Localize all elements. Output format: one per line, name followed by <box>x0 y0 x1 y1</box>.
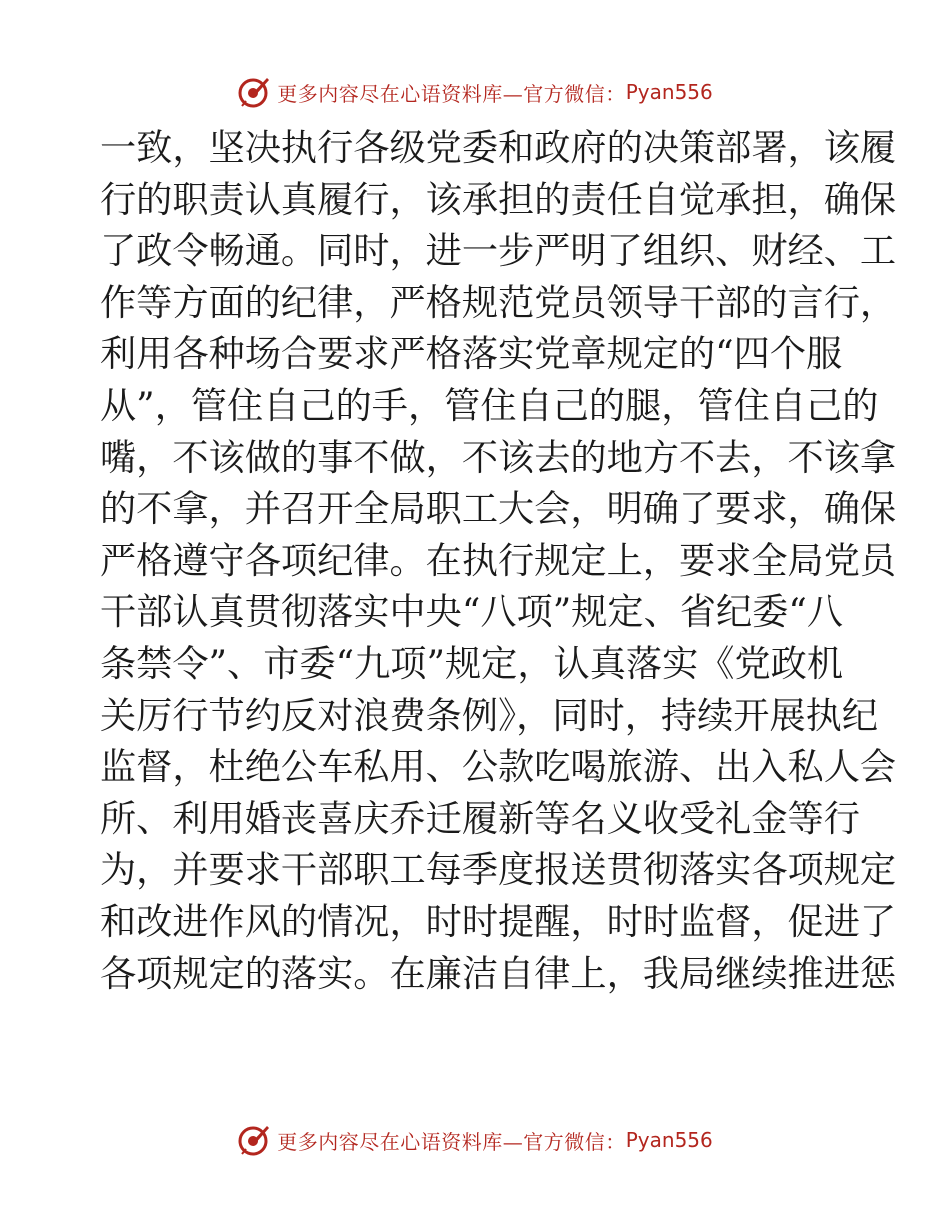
text-line: 条禁令”、市委“九项”规定，认真落实《党政机 <box>100 641 844 685</box>
text-line: 为，并要求干部职工每季度报送贯彻落实各项规定 <box>100 848 897 892</box>
text-line: 了政令畅通。同时，进一步严明了组织、财经、工 <box>100 229 897 273</box>
document-body <box>100 122 897 999</box>
text-line: 行的职责认真履行，该承担的责任自觉承担，确保 <box>100 177 897 221</box>
text-line: 利用各种场合要求严格落实党章规定的“四个服 <box>100 332 843 376</box>
watermark-text: 更多内容尽在心语资料库—官方微信： <box>277 1129 626 1154</box>
quill-logo-icon <box>237 1123 271 1157</box>
quill-logo-icon <box>237 75 271 109</box>
text-line: 和改进作风的情况，时时提醒，时时监督，促进了 <box>100 899 897 943</box>
text-line: 严格遵守各项纪律。在执行规定上，要求全局党员 <box>100 538 897 582</box>
text-line: 嘴，不该做的事不做，不该去的地方不去，不该拿 <box>100 435 897 479</box>
wechat-id: Pyan556 <box>625 80 713 104</box>
text-line: 一致，坚决执行各级党委和政府的决策部署，该履 <box>100 126 897 169</box>
watermark-text: 更多内容尽在心语资料库—官方微信： <box>277 81 626 106</box>
text-line: 各项规定的落实。在廉洁自律上，我局继续推进惩 <box>100 951 897 995</box>
text-line: 所、利用婚丧喜庆乔迁履新等名义收受礼金等行 <box>100 796 860 840</box>
text-line: 从”，管住自己的手，管住自己的腿，管住自己的 <box>100 383 879 427</box>
text-line: 作等方面的纪律，严格规范党员领导干部的言行， <box>100 280 897 324</box>
wechat-id: Pyan556 <box>625 1128 713 1152</box>
text-line: 的不拿，并召开全局职工大会，明确了要求，确保 <box>100 487 897 531</box>
header-watermark-banner <box>0 72 950 112</box>
footer-watermark-banner <box>0 1120 950 1160</box>
text-line: 监督，杜绝公车私用、公款吃喝旅游、出入私人会 <box>100 745 897 789</box>
text-line: 干部认真贯彻落实中央“八项”规定、省纪委“八 <box>100 590 844 634</box>
text-line: 关厉行节约反对浪费条例》，同时，持续开展执纪 <box>100 693 879 737</box>
